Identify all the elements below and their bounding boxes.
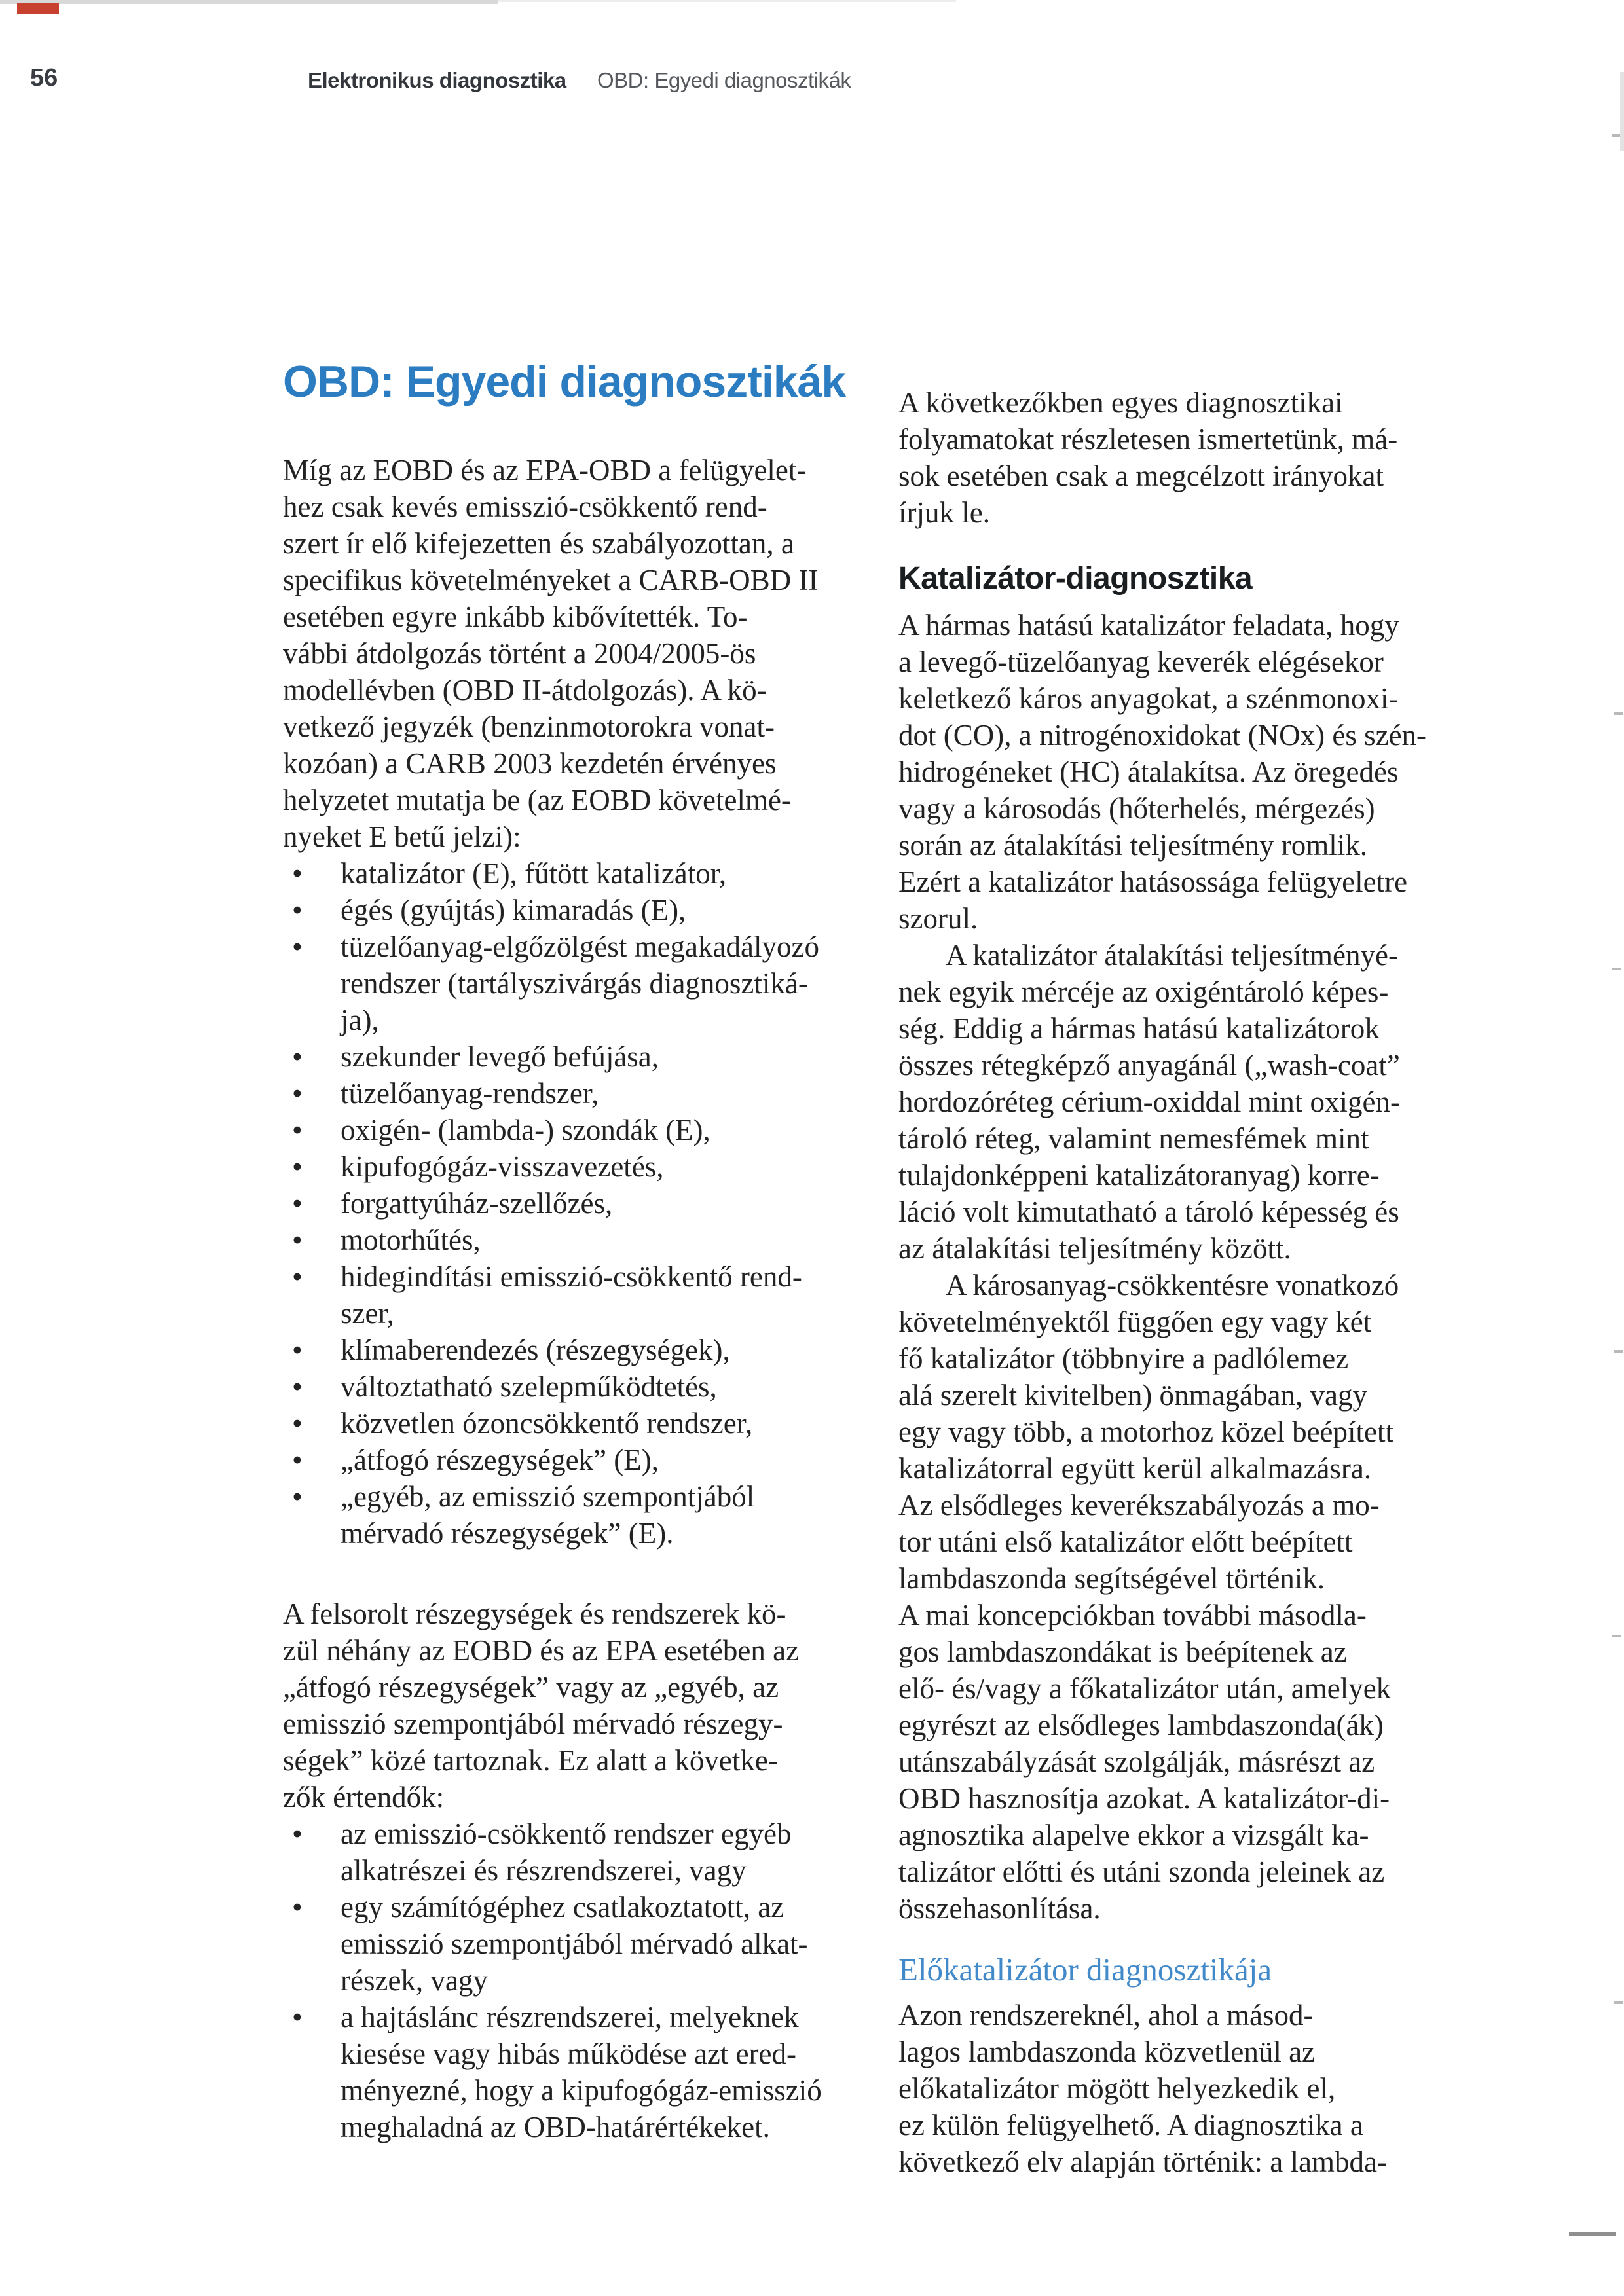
bullet-list-monitored-systems bbox=[283, 855, 876, 1552]
paragraph-overview: A következőkben egyes diagnosztikai folyamatokat részletesen ismertetünk, má- sok esetében csak a megcélzott irányokat írjuk le. bbox=[898, 386, 1398, 529]
bullet-text: „átfogó részegységek” (E), bbox=[341, 1444, 659, 1476]
bullet-text: oxigén- (lambda-) szondák (E), bbox=[341, 1114, 710, 1146]
bullet-text: „egyéb, az emisszió szempontjából mérvadó részegységek” (E). bbox=[341, 1480, 755, 1550]
bullet-text: hidegindítási emisszió-csökkentő rend- szer, bbox=[341, 1260, 802, 1330]
bullet-text: tüzelőanyag-elgőzölgést megakadályozó rendszer (tartályszivárgás diagnosztiká- ja), bbox=[341, 930, 819, 1036]
paragraph-oxygen-storage: A katalizátor átalakítási teljesítményé- nek egyik mércéje az oxigéntároló képes- ség. Eddig a hármas hatású katalizátorok összes rétegképző anyagánál („wash-coat” hordozóréteg cérium-oxiddal mint oxigén- tároló réteg, valamint nemesfémek mint tulajdonképpeni katalizátoranyag) korre- láció volt kimutatható a tároló képesség és az átalakítási teljesítmény között. bbox=[898, 939, 1401, 1265]
running-header-chapter: OBD: Egyedi diagnosztikák bbox=[597, 68, 851, 92]
scan-edge-artifact bbox=[1612, 968, 1621, 970]
bullet-item bbox=[283, 1889, 876, 1999]
bullet-icon: • bbox=[292, 1407, 303, 1440]
scan-edge-artifact bbox=[1614, 1350, 1623, 1353]
page-number: 56 bbox=[30, 64, 58, 92]
bullet-text: tüzelőanyag-rendszer, bbox=[341, 1077, 599, 1110]
bullet-item bbox=[283, 1185, 876, 1222]
bullet-item bbox=[283, 1112, 876, 1148]
bullet-text: klímaberendezés (részegységek), bbox=[341, 1334, 730, 1366]
bullet-icon: • bbox=[292, 930, 303, 963]
red-registration-mark bbox=[17, 3, 59, 14]
bullet-icon: • bbox=[292, 1444, 303, 1476]
bullet-item bbox=[283, 1478, 876, 1552]
bullet-item bbox=[283, 928, 876, 1038]
scan-edge-artifact bbox=[1614, 712, 1623, 715]
paragraph-intro: Míg az EOBD és az EPA-OBD a felügyelet- hez csak kevés emisszió-csökkentő rend- szert ír elő kifejezetten és szabályozottan, a specifikus követelményeket a CARB-OBD II esetében egyre inkább kibővítették. To- vábbi átdolgozás történt a 2004/2005-ös modellévben (OBD II-átdolgozás). A kö- vetkező jegyzék (benzinmotorokra vonat- kozóan) a CARB 2003 kezdetén érvényes helyzetet mutatja be (az EOBD követelmé- nyeket E betű jelzi): bbox=[283, 454, 819, 853]
bullet-icon: • bbox=[292, 1224, 303, 1256]
bullet-text: katalizátor (E), fűtött katalizátor, bbox=[341, 857, 727, 890]
scan-edge-artifact bbox=[498, 0, 956, 2]
bullet-icon: • bbox=[292, 2001, 303, 2033]
paragraph-comprehensive-components: A felsorolt részegységek és rendszerek kö- zül néhány az EOBD és az EPA esetében az „átfogó részegységek” vagy az „egyéb, az emisszió szempontjából mérvadó részegy- ségek” közé tartoznak. Ez alatt a követke- zők értendők: bbox=[283, 1597, 800, 1813]
bullet-text: égés (gyújtás) kimaradás (E), bbox=[341, 894, 686, 926]
scan-edge-artifact bbox=[1569, 2232, 1616, 2236]
running-header-book-title: Elektronikus diagnosztika bbox=[308, 68, 566, 92]
scan-edge-artifact bbox=[1620, 72, 1624, 151]
bullet-icon: • bbox=[292, 1114, 303, 1146]
bullet-item bbox=[283, 1258, 876, 1332]
paragraph-catalyst-layout: A károsanyag-csökkentésre vonatkozó követelményektől függően egy vagy két fő katalizátor (többnyire a padlólemez alá szerelt kivitelben) önmagában, vagy egy vagy több, a motorhoz közel beépített katalizátorral együtt kerül alkalmazásra. Az elsődleges keverékszabályozás a mo- tor utáni első katalizátor előtt beépített lambdaszonda segítségével történik. A mai koncepciókban további másodla- gos lambdaszondákat is beépítenek az elő- és/vagy a főkatalizátor után, amelyek egyrészt az elsődleges lambdaszonda(ák) utánszabályzását szolgálják, másrészt az OBD hasznosítja azokat. A katalizátor-di- agnosztika alapelve ekkor a vizsgált ka- talizátor előtti és utáni szonda jeleinek az összehasonlítása. bbox=[898, 1269, 1399, 1925]
paragraph-precatalyst: Azon rendszereknél, ahol a másod- lagos lambdaszonda közvetlenül az előkatalizátor mögött helyezkedik el, ez külön felügyelhető. A diagnosztika a következő elv alapján történik: a lambda- bbox=[898, 1999, 1387, 2178]
scan-edge-artifact bbox=[1612, 1635, 1621, 1637]
bullet-text: változtatható szelepműködtetés, bbox=[341, 1370, 717, 1403]
bullet-icon: • bbox=[292, 857, 303, 890]
bullet-item bbox=[283, 1222, 876, 1258]
subsection-heading-precatalyst-diagnostics: Előkatalizátor diagnosztikája bbox=[898, 1952, 1272, 1988]
bullet-icon: • bbox=[292, 1077, 303, 1110]
bullet-icon: • bbox=[292, 894, 303, 926]
bullet-item bbox=[283, 1368, 876, 1405]
bullet-icon: • bbox=[292, 1334, 303, 1366]
bullet-text: kipufogógáz-visszavezetés, bbox=[341, 1150, 664, 1183]
bullet-text: az emisszió-csökkentő rendszer egyéb alkatrészei és részrendszerei, vagy bbox=[341, 1817, 792, 1887]
bullet-item bbox=[283, 855, 876, 892]
bullet-text: motorhűtés, bbox=[341, 1224, 481, 1256]
article-title: OBD: Egyedi diagnosztikák bbox=[283, 357, 846, 407]
bullet-icon: • bbox=[292, 1370, 303, 1403]
bullet-icon: • bbox=[292, 1040, 303, 1073]
bullet-icon: • bbox=[292, 1817, 303, 1850]
bullet-text: egy számítógéphez csatlakoztatott, az emisszió szempontjából mérvadó alkat- részek, vagy bbox=[341, 1891, 808, 1997]
bullet-item bbox=[283, 892, 876, 928]
bullet-item bbox=[283, 1148, 876, 1185]
scan-edge-artifact bbox=[1614, 2001, 1623, 2004]
paragraph-catalyst-function: A hármas hatású katalizátor feladata, hogy a levegő-tüzelőanyag keverék elégésekor keletkező káros anyagokat, a szénmonoxi- dot (CO), a nitrogénoxidokat (NOx) és szén- hidrogéneket (HC) átalakítsa. Az öregedés vagy a károsodás (hőterhelés, mérgezés) során az átalakítási teljesítmény romlik. Ezért a katalizátor hatásossága felügyeletre szorul. bbox=[898, 609, 1427, 935]
bullet-list-component-definitions bbox=[283, 1815, 876, 2145]
bullet-icon: • bbox=[292, 1260, 303, 1293]
bullet-item bbox=[283, 1815, 876, 1889]
bullet-text: közvetlen ózoncsökkentő rendszer, bbox=[341, 1407, 753, 1440]
bullet-icon: • bbox=[292, 1480, 303, 1513]
bullet-icon: • bbox=[292, 1891, 303, 1923]
bullet-item bbox=[283, 1075, 876, 1112]
bullet-item bbox=[283, 1332, 876, 1368]
bullet-item bbox=[283, 1442, 876, 1478]
bullet-text: forgattyúház-szellőzés, bbox=[341, 1187, 613, 1220]
bullet-item bbox=[283, 1038, 876, 1075]
bullet-text: a hajtáslánc részrendszerei, melyeknek kiesése vagy hibás működése azt ered- ményezné, hogy a kipufogógáz-emisszió meghaladná az OBD-határértékeket. bbox=[341, 2001, 822, 2143]
bullet-icon: • bbox=[292, 1187, 303, 1220]
bullet-item bbox=[283, 1405, 876, 1442]
bullet-text: szekunder levegő befújása, bbox=[341, 1040, 659, 1073]
section-heading-catalyst-diagnostics: Katalizátor-diagnosztika bbox=[898, 561, 1253, 596]
bullet-item bbox=[283, 1999, 876, 2145]
bullet-icon: • bbox=[292, 1150, 303, 1183]
scan-edge-artifact bbox=[0, 0, 498, 4]
